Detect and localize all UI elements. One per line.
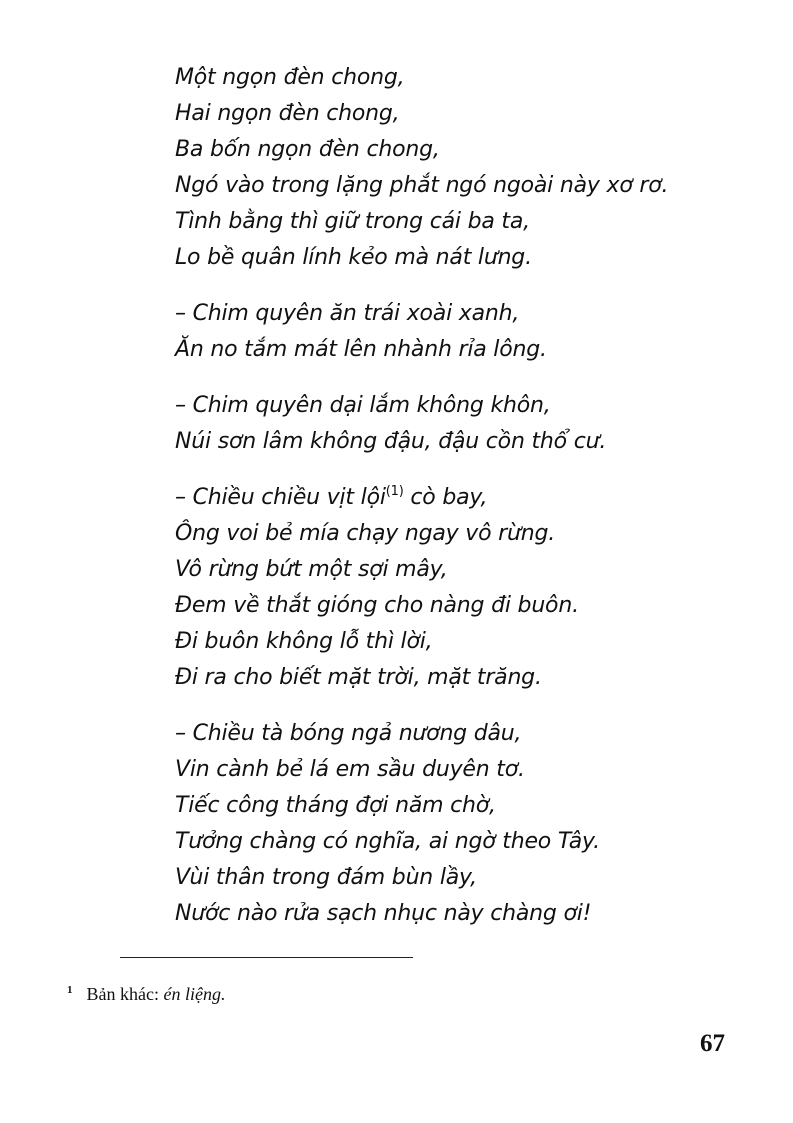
footnote — [67, 984, 225, 1005]
poem-line: Ba bốn ngọn đèn chong, — [175, 137, 440, 162]
stanza — [175, 60, 755, 276]
poem-line: Tiếc công tháng đợi năm chờ, — [175, 793, 496, 818]
footnote-variant: én liệng. — [163, 984, 226, 1004]
poem-line: Ăn no tắm mát lên nhành rỉa lông. — [175, 337, 547, 362]
stanza — [175, 716, 755, 932]
footnote-divider — [120, 957, 413, 958]
poem — [175, 60, 755, 952]
poem-line — [175, 480, 755, 516]
page-number: 67 — [700, 1030, 725, 1057]
poem-line: Hai ngọn đèn chong, — [175, 101, 400, 126]
poem-line: Đem về thắt gióng cho nàng đi buôn. — [175, 593, 579, 618]
poem-line: Tình bằng thì giữ trong cái ba ta, — [175, 209, 530, 234]
stanza — [175, 480, 755, 696]
poem-line: Lo bề quân lính kẻo mà nát lưng. — [175, 245, 532, 270]
footnote-label: Bản khác: — [86, 984, 164, 1004]
poem-line: – Chiều tà bóng ngả nương dâu, — [175, 721, 522, 746]
stanza — [175, 388, 755, 460]
poem-line: Vin cành bẻ lá em sầu duyên tơ. — [175, 757, 525, 782]
poem-line-text: cò bay, — [403, 485, 488, 510]
poem-line: Tưởng chàng có nghĩa, ai ngờ theo Tây. — [175, 829, 600, 854]
poem-line: – Chim quyên dại lắm không khôn, — [175, 393, 551, 418]
stanza — [175, 296, 755, 368]
poem-line: Vô rừng bứt một sợi mây, — [175, 557, 448, 582]
poem-line: Đi ra cho biết mặt trời, mặt trăng. — [175, 665, 542, 690]
footnote-mark: 1 — [67, 984, 73, 996]
poem-line: Nước nào rửa sạch nhục này chàng ơi! — [175, 901, 592, 926]
poem-line: Ông voi bẻ mía chạy ngay vô rừng. — [175, 521, 556, 546]
poem-line: Ngó vào trong lặng phắt ngó ngoài này xơ rơ. — [175, 173, 669, 198]
poem-line: Đi buôn không lỗ thì lời, — [175, 629, 433, 654]
poem-line: Núi sơn lâm không đậu, đậu cồn thổ cư. — [175, 429, 607, 454]
poem-line-text: – Chiều chiều vịt lội — [175, 485, 386, 510]
poem-line: – Chim quyên ăn trái xoài xanh, — [175, 301, 520, 326]
poem-line: Vùi thân trong đám bùn lầy, — [175, 865, 477, 890]
footnote-reference[interactable]: (1) — [385, 484, 404, 499]
poem-line: Một ngọn đèn chong, — [175, 65, 405, 90]
